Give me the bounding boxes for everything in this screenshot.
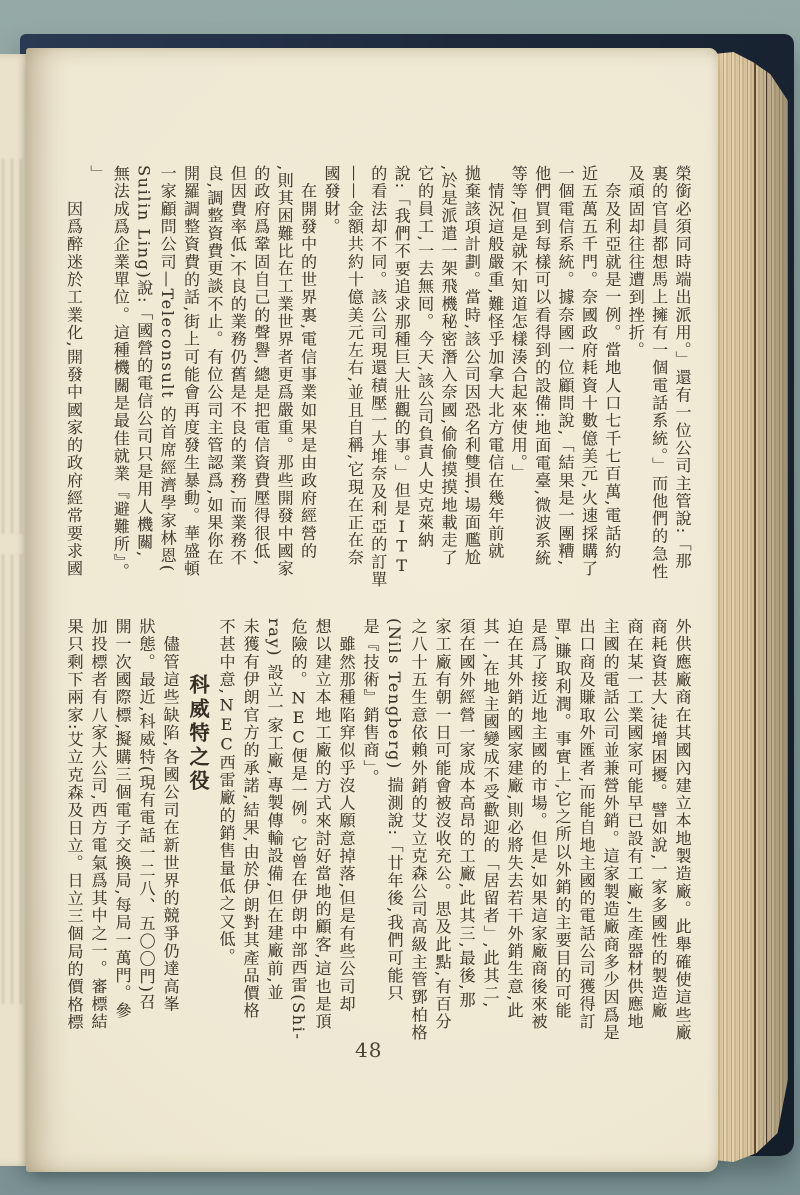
text-column: 及頑固却往往遭到挫折。	[626, 165, 646, 360]
text-column: 外供應廠商在其國內建立本地製造廠。此舉確使這些廠	[673, 618, 692, 1042]
text-column: 榮銜必須同時端出派用。」還有一位公司主管說:「那	[673, 165, 692, 570]
text-column: 等等,但是就不知道怎樣湊合起來使用。」	[509, 165, 529, 482]
text-column: 儘管這些缺陷,各國公司在新世界的競爭仍達高峯	[161, 618, 180, 1014]
text-column: 單,賺取利潤。事實上,它之所以外銷的主要目的可能	[553, 618, 572, 1020]
text-column: ,則其困難比在工業世界者更爲嚴重。那些開發中國家	[275, 165, 295, 578]
text-column: 一個電信系統。據奈國一位顧問說,「結果是一團糟,	[555, 165, 575, 567]
text-column: 拋棄該項計劃。當時,該公司因恐名利雙損,場面尶尬	[462, 165, 482, 567]
text-column: 但因費率低,不良的業務仍舊是不良的業務,而業務不	[228, 165, 248, 567]
text-column: ray) 設立一家工廠,專製傳輸設備,但在建廠前,並	[265, 618, 284, 1002]
bleed-through-text	[2, 159, 23, 534]
page-number: 48	[355, 1038, 383, 1062]
text-column: 在開發中的世界裏,電信事業如果是由政府經營的	[298, 165, 318, 561]
text-column: 未獲有伊朗官方的承諾,結果,由於伊朗對其產品價格	[241, 618, 260, 1020]
text-column: ——金額共約十億美元左右,並且自稱,它現在正在奈	[345, 165, 365, 567]
bleed-through-text	[2, 554, 23, 1004]
text-column: 家工廠有朝一日可能會被沒收充公。思及此點,有百分	[433, 618, 452, 1031]
text-column: 開一次國際標,擬購三個電子交換局,每局一萬門。參	[113, 618, 132, 1020]
text-column: 商耗資甚大,徒增困擾。譬如說,一家多國性的製造廠	[649, 618, 668, 1020]
text-block-bottom	[62, 618, 694, 1052]
text-column: 的看法却不同。該公司現還積壓一大堆奈及利亞的訂單	[368, 165, 388, 589]
text-column: 危險的。NEC便是一例。它曾在伊朗中部西雷(Shi-	[289, 618, 308, 1041]
text-column: 是爲了接近地主國的市場。但是,如果這家廠商後來被	[529, 618, 548, 1031]
text-column: ,於是派遣一架飛機秘密潛入奈國,偷偷摸摸地載走了	[438, 165, 458, 567]
text-column: 情況這般嚴重,難怪乎加拿大北方電信在幾年前就	[485, 165, 505, 561]
text-column: 說:「我們不要追求那種巨大壯觀的事。」但是ITT	[392, 165, 412, 576]
text-column: 因爲醉迷於工業化,開發中國家的政府經常要求國	[64, 165, 84, 578]
upright-acronym: NEC	[217, 695, 236, 754]
text-column: 它的員工,一去無囘。今天,該公司負責人史克萊納	[415, 165, 435, 550]
text-column: 的政府爲鞏固自己的聲譽,總是把電信資費壓得很低,	[251, 165, 271, 567]
text-column: 近五萬五千門。奈國政府耗資十數億美元,火速採購了	[579, 165, 599, 578]
text-column: 迫在其外銷的國家建廠,則必將失去若干外銷生意,此	[505, 618, 524, 1020]
text-column: 其一,在地主國變成不受歡迎的「居留者」,此其二,	[481, 618, 500, 1009]
text-column: 」	[87, 165, 107, 183]
text-column: 無法成爲企業單位。這種機關是最佳就業『避難所』。	[111, 165, 131, 581]
text-column: 狀態。最近,科威特(現有電話一二八、五〇〇門)召	[137, 618, 156, 1012]
text-column: 不甚中意,NEC西雷廠的銷售量低之又低。	[217, 618, 236, 966]
text-column: 裏的官員都想馬上擁有一個電話系統。」而他們的急性	[649, 165, 669, 581]
upright-acronym: NEC	[289, 688, 308, 748]
text-column: 他們買到每樣可以看得到的設備:地面電臺,微波系統	[532, 165, 552, 568]
text-column: 須在國外經營一家成本高昂的工廠,此其三,最後,那	[457, 618, 476, 1009]
text-column: 奈及利亞就是一例。當地人口七千七百萬,電話約	[602, 165, 622, 561]
text-column: 主國的電話公司並兼營外銷。這家製造廠商多少因爲是	[601, 618, 620, 1042]
text-column: (Nils Tengberg) 揣測說:「廿年後,我們可能只	[385, 618, 404, 1003]
text-column: 加投標者有八家大公司,西方電氣爲其中之一。審標結	[89, 618, 108, 1031]
text-column: 之八十五生意依賴外銷的艾立克森公司高級主管鄧柏格	[409, 618, 428, 1042]
text-column: 開羅調整資費的話,街上可能會再度發生暴動。華盛頓	[181, 165, 201, 578]
upright-acronym: ITT	[392, 517, 412, 576]
book-page	[26, 48, 718, 1172]
text-column: 出口商及賺取外匯者,而能自地主國的電話公司獲得訂	[577, 618, 596, 1031]
text-column: 想以建立本地工廠的方式來討好當地的顧客,這也是頂	[313, 618, 332, 1031]
text-column: 良,調整資費更談不止。有位公司主管認爲,如果你在	[204, 165, 224, 567]
text-column: 是『技術』銷售商」。	[361, 618, 380, 787]
text-column: 雖然那種陷穽似乎沒人願意掉落,但是有些公司却	[337, 618, 356, 1014]
text-column: 國發財。	[321, 165, 341, 236]
text-column: 商在某一工業國家可能早已設有工廠,生產器材供應地	[625, 618, 644, 1031]
section-heading: 科威特之役	[186, 674, 210, 794]
text-column: 一家顧問公司—Teleconsult 的首席經濟學家林恩(	[158, 165, 178, 573]
text-block-top	[62, 165, 694, 601]
text-column: Suilin Ling)說:「國營的電信公司只是用人機關,	[134, 165, 154, 558]
text-column: 果只剩下兩家:艾立克森及日立。日立三個局的價格標	[65, 618, 84, 1031]
